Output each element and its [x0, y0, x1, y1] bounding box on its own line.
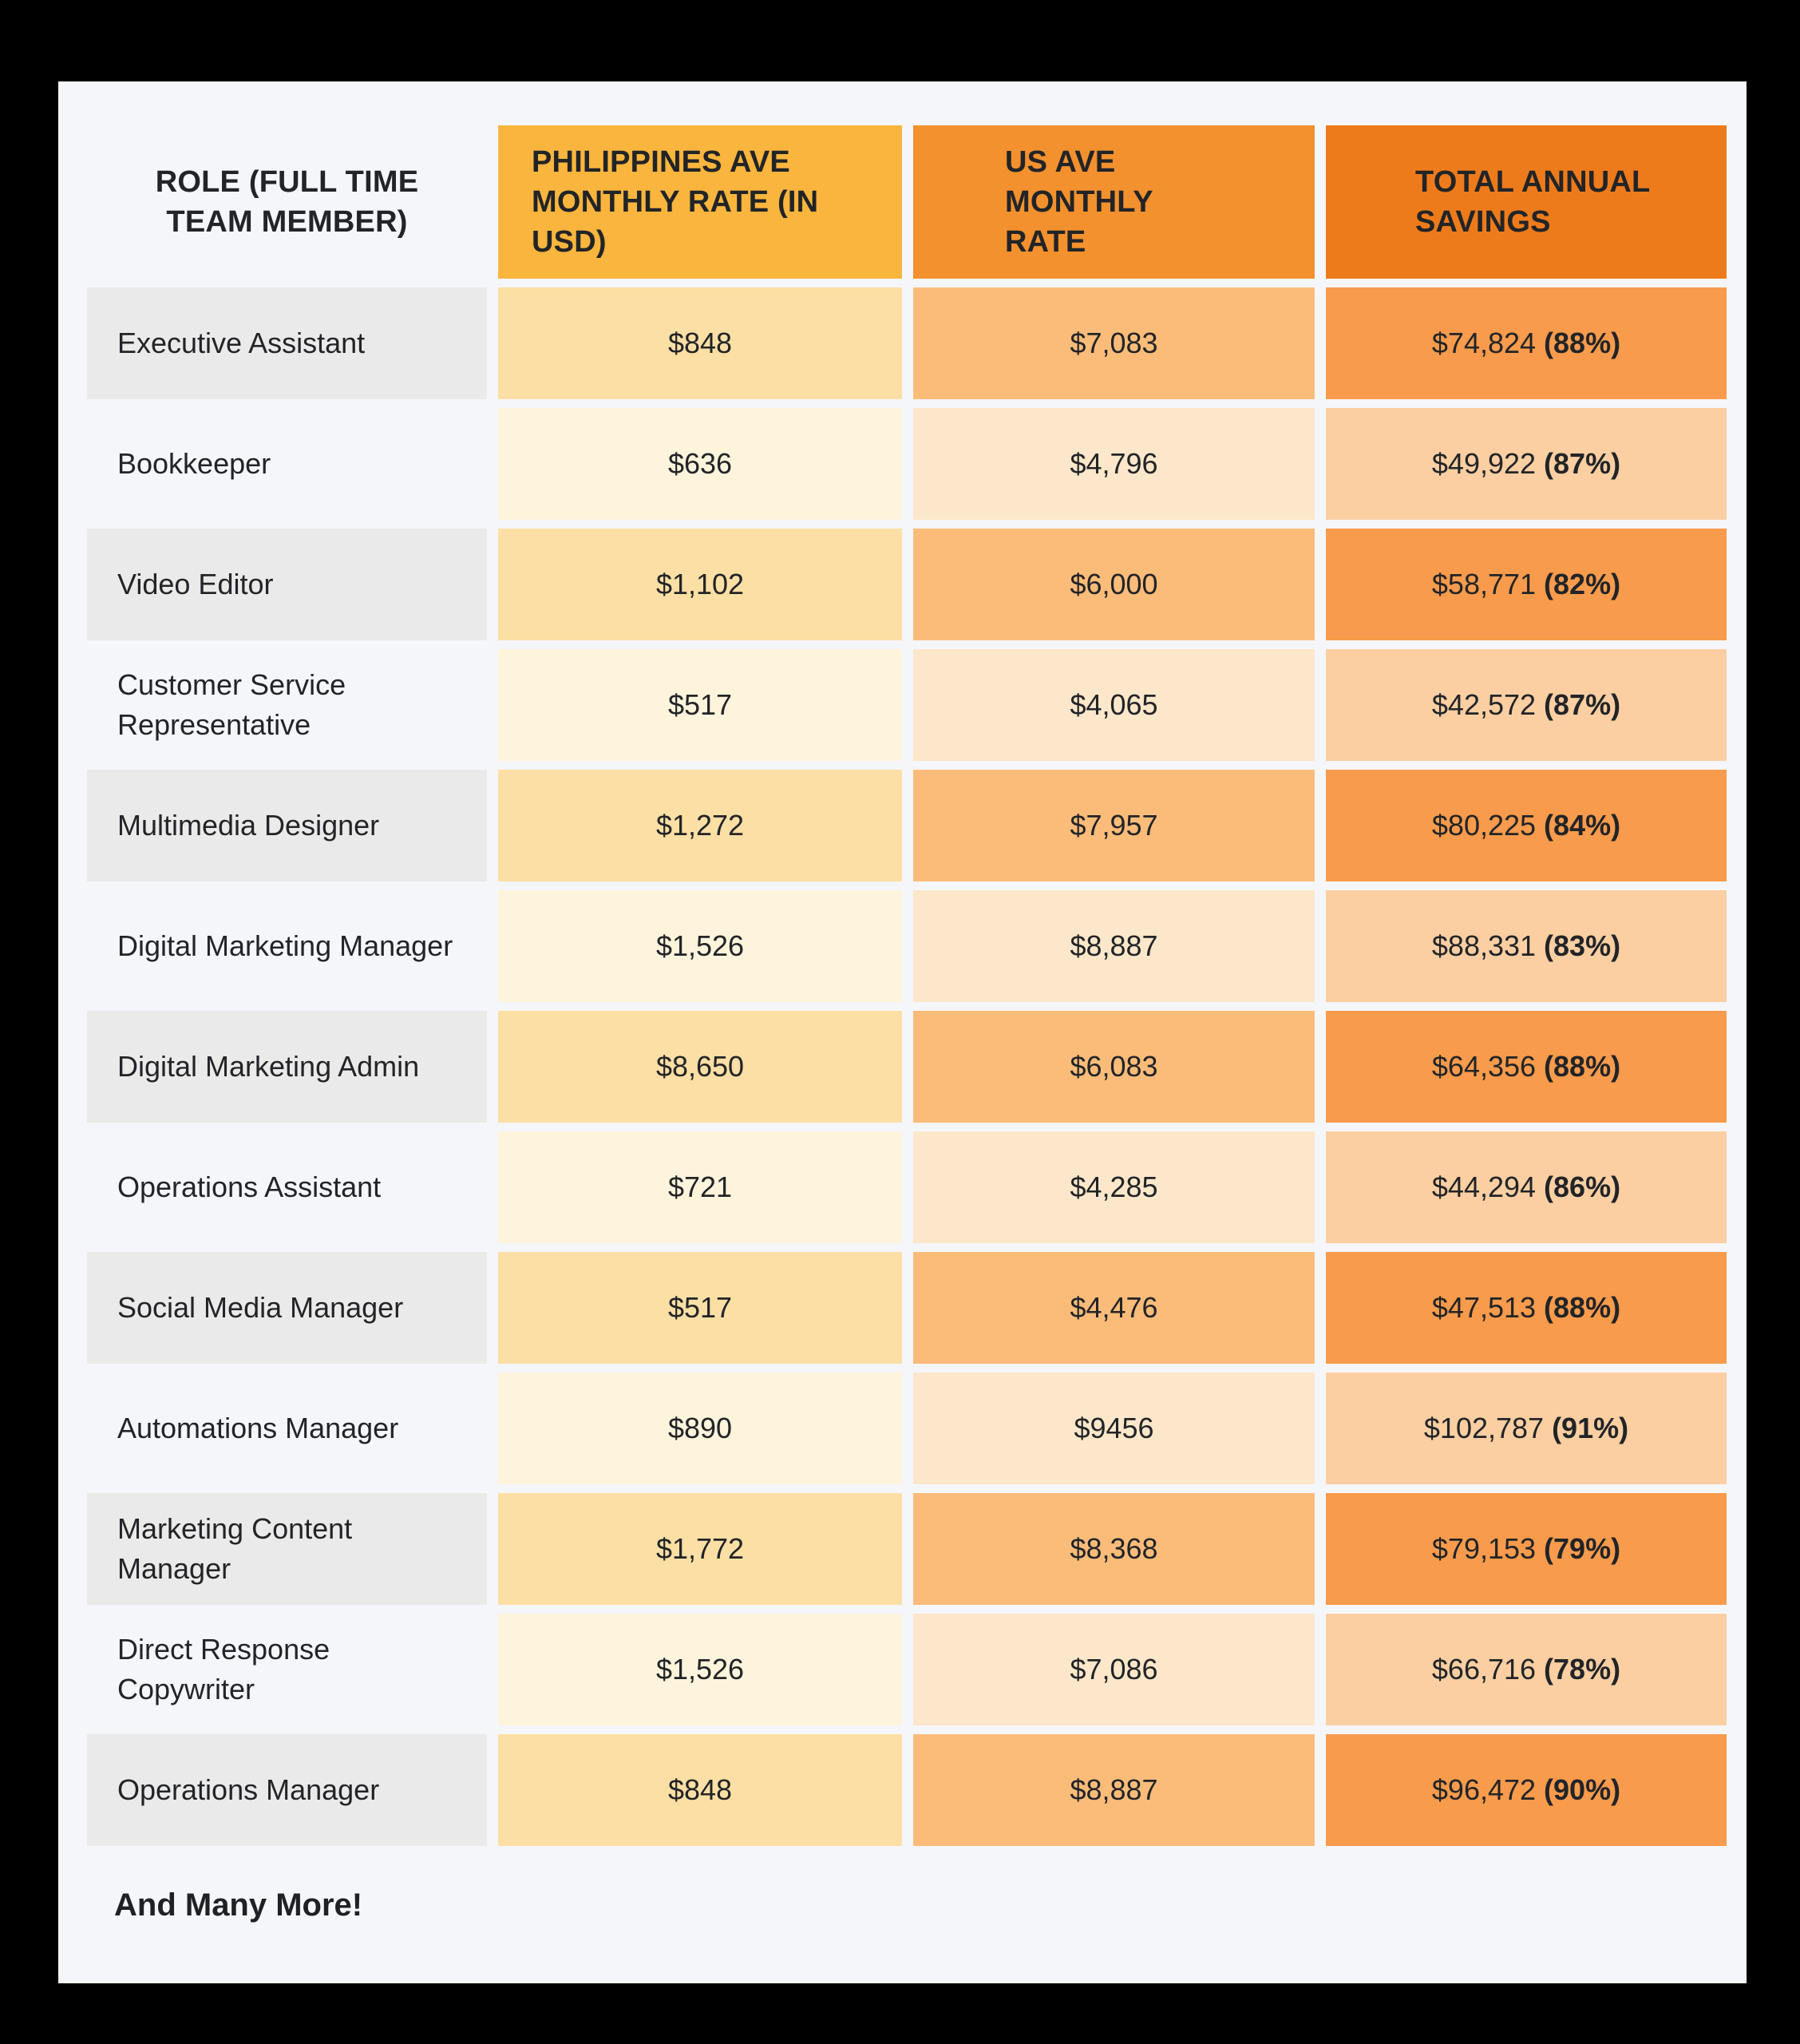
table-row-us-rate: $9456: [913, 1373, 1315, 1484]
column-header-us-rate: [913, 125, 1315, 279]
table-row-role: Multimedia Designer: [87, 770, 487, 881]
savings-percent: (86%): [1544, 1171, 1621, 1204]
table-row-annual-savings: [1326, 649, 1727, 761]
savings-value: $74,824: [1431, 327, 1537, 360]
table-row-annual-savings: [1326, 1252, 1727, 1364]
table-row-us-rate: $4,285: [913, 1131, 1315, 1243]
table-row-role: Marketing Content Manager: [87, 1493, 487, 1605]
table-row-philippines-rate: $848: [498, 287, 902, 399]
table-row-philippines-rate: $848: [498, 1734, 902, 1846]
table-row-annual-savings: [1326, 1131, 1727, 1243]
savings-percent: (87%): [1544, 688, 1621, 722]
table-row-us-rate: $6,000: [913, 529, 1315, 640]
table-row-philippines-rate: $1,526: [498, 1614, 902, 1725]
table-row-role: Customer Service Representative: [117, 668, 346, 741]
table-row-role: Operations Manager: [87, 1734, 487, 1846]
savings-percent: (84%): [1544, 809, 1621, 842]
table-row-philippines-rate: $1,272: [498, 770, 902, 881]
savings-value: $80,225: [1431, 809, 1537, 842]
table-row-role: Direct Response Copywriter: [117, 1633, 330, 1705]
table-row-annual-savings: [1326, 529, 1727, 640]
column-header-philippines-rate-label: PHILIPPINES AVE MONTHLY RATE (IN USD): [532, 145, 819, 259]
table-row-us-rate: $4,065: [913, 649, 1315, 761]
savings-percent: (79%): [1544, 1532, 1621, 1566]
table-row-annual-savings: [1326, 770, 1727, 881]
savings-percent: (88%): [1544, 327, 1621, 360]
table-row-role: Digital Marketing Admin: [87, 1011, 487, 1123]
column-header-annual-savings: [1326, 125, 1727, 279]
savings-value: $44,294: [1431, 1171, 1537, 1204]
table-row-annual-savings: [1326, 1734, 1727, 1846]
savings-percent: (87%): [1544, 447, 1621, 481]
savings-percent: (78%): [1544, 1653, 1621, 1686]
savings-percent: (88%): [1544, 1050, 1621, 1083]
table-row-philippines-rate: $517: [498, 649, 902, 761]
savings-value: $58,771: [1431, 568, 1537, 601]
table-row-role: Social Media Manager: [87, 1252, 487, 1364]
table-row-role: Executive Assistant: [87, 287, 487, 399]
column-header-annual-savings-label: TOTAL ANNUAL SAVINGS: [1415, 164, 1650, 239]
table-row-us-rate: $8,887: [913, 890, 1315, 1002]
table-row-role: Bookkeeper: [117, 447, 271, 481]
table-row-us-rate: $4,796: [913, 408, 1315, 520]
table-row-philippines-rate: $721: [498, 1131, 902, 1243]
savings-percent: (88%): [1544, 1291, 1621, 1325]
table-row-philippines-rate: $1,772: [498, 1493, 902, 1605]
savings-percent: (91%): [1552, 1412, 1629, 1445]
table-row-annual-savings: [1326, 287, 1727, 399]
table-row-philippines-rate: $1,102: [498, 529, 902, 640]
savings-value: $42,572: [1431, 688, 1537, 722]
comparison-table-card: [58, 81, 1747, 1983]
column-header-philippines-rate: [498, 125, 902, 279]
table-row-role: Operations Assistant: [117, 1171, 382, 1204]
table-row-annual-savings: [1326, 408, 1727, 520]
table-row-annual-savings: [1326, 1493, 1727, 1605]
table-row-philippines-rate: $517: [498, 1252, 902, 1364]
savings-value: $88,331: [1431, 929, 1537, 963]
savings-percent: (83%): [1544, 929, 1621, 963]
table-row-annual-savings: [1326, 1011, 1727, 1123]
rate-comparison-table: [87, 125, 1727, 1846]
table-row-role: Digital Marketing Manager: [117, 929, 453, 963]
column-header-us-rate-label: US AVE MONTHLY RATE: [1005, 145, 1153, 259]
savings-value: $79,153: [1431, 1532, 1537, 1566]
savings-value: $102,787: [1423, 1412, 1545, 1445]
table-row-annual-savings: [1326, 1373, 1727, 1484]
table-row-role: Automations Manager: [117, 1412, 399, 1445]
footer-note: And Many More!: [114, 1888, 363, 1923]
table-row-us-rate: $4,476: [913, 1252, 1315, 1364]
table-row-us-rate: $8,887: [913, 1734, 1315, 1846]
savings-value: $64,356: [1431, 1050, 1537, 1083]
table-row-annual-savings: [1326, 890, 1727, 1002]
table-row-us-rate: $7,086: [913, 1614, 1315, 1725]
table-row-annual-savings: [1326, 1614, 1727, 1725]
savings-value: $49,922: [1431, 447, 1537, 481]
table-row-us-rate: $8,368: [913, 1493, 1315, 1605]
savings-value: $96,472: [1431, 1773, 1537, 1807]
column-header-role-label: ROLE (FULL TIME TEAM MEMBER): [155, 164, 419, 239]
table-row-us-rate: $6,083: [913, 1011, 1315, 1123]
table-row-philippines-rate: $636: [498, 408, 902, 520]
table-row-us-rate: $7,957: [913, 770, 1315, 881]
column-header-role: [87, 125, 487, 279]
table-row-philippines-rate: $8,650: [498, 1011, 902, 1123]
table-row-role: Video Editor: [87, 529, 487, 640]
table-row-us-rate: $7,083: [913, 287, 1315, 399]
savings-value: $47,513: [1431, 1291, 1537, 1325]
table-row-philippines-rate: $1,526: [498, 890, 902, 1002]
savings-value: $66,716: [1431, 1653, 1537, 1686]
savings-percent: (90%): [1544, 1773, 1621, 1807]
table-row-philippines-rate: $890: [498, 1373, 902, 1484]
savings-percent: (82%): [1544, 568, 1621, 601]
